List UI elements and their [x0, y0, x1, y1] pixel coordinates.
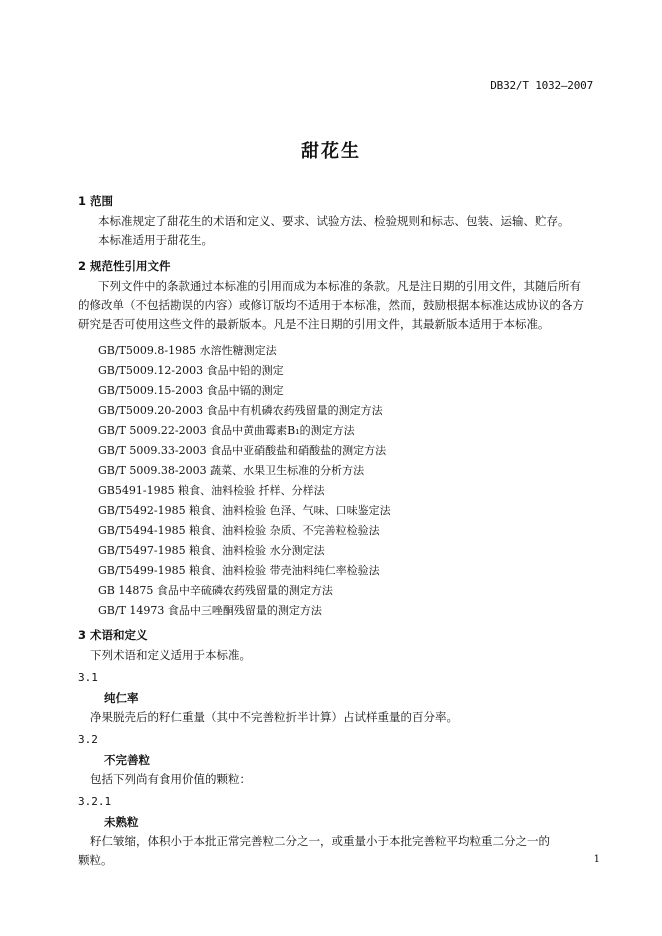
term-number: 3.2.1	[78, 795, 112, 808]
section-1-para-1: 本标准规定了甜花生的术语和定义、要求、试验方法、检验规则和标志、包装、运输、贮存。	[98, 214, 570, 228]
term-title: 未熟粒	[104, 815, 139, 829]
section-2-line-3: 研究是否可使用这些文件的最新版本。凡是不注日期的引用文件，其最新版本适用于本标准。	[78, 317, 550, 331]
reference-item: GB/T5497-1985 粮食、油料检验 水分测定法	[98, 544, 325, 557]
reference-item: GB/T5009.15-2003 食品中镉的测定	[98, 384, 284, 397]
term-title: 纯仁率	[104, 691, 139, 705]
reference-item: GB5491-1985 粮食、油料检验 扦样、分样法	[98, 484, 325, 497]
reference-item: GB/T 5009.38-2003 蔬菜、水果卫生标准的分析方法	[98, 464, 365, 477]
term-number: 3.2	[78, 733, 98, 746]
section-2-line-1: 下列文件中的条款通过本标准的引用而成为本标准的条款。凡是注日期的引用文件，其随后所有	[98, 279, 581, 293]
reference-item: GB/T 14973 食品中三唑酮残留量的测定方法	[98, 604, 322, 617]
section-2-heading: 2 规范性引用文件	[78, 259, 171, 273]
section-1-para-2: 本标准适用于甜花生。	[98, 233, 213, 247]
reference-item: GB/T5494-1985 粮食、油料检验 杂质、不完善粒检验法	[98, 524, 380, 537]
section-3-heading: 3 术语和定义	[78, 628, 148, 642]
section-3-intro: 下列术语和定义适用于本标准。	[90, 648, 251, 662]
reference-item: GB/T5499-1985 粮食、油料检验 带壳油料纯仁率检验法	[98, 564, 380, 577]
reference-item: GB/T 5009.22-2003 食品中黄曲霉素B₁的测定方法	[98, 424, 355, 437]
reference-item: GB/T5009.20-2003 食品中有机磷农药残留量的测定方法	[98, 404, 383, 417]
term-definition: 净果脱壳后的籽仁重量（其中不完善粒折半计算）占试样重量的百分率。	[90, 710, 458, 724]
reference-item: GB/T5009.12-2003 食品中铅的测定	[98, 364, 284, 377]
term-number: 3.1	[78, 671, 98, 684]
reference-item: GB 14875 食品中辛硫磷农药残留量的测定方法	[98, 584, 333, 597]
section-1-heading: 1 范围	[78, 194, 114, 208]
section-2-line-2: 的修改单（不包括勘误的内容）或修订版均不适用于本标准，然而，鼓励根据本标准达成协议的各方	[78, 298, 584, 312]
page-title: 甜花生	[301, 141, 361, 162]
reference-item: GB/T 5009.33-2003 食品中亚硝酸盐和硝酸盐的测定方法	[98, 444, 387, 457]
term-title: 不完善粒	[104, 753, 150, 767]
reference-item: GB/T5492-1985 粮食、油料检验 色泽、气味、口味鉴定法	[98, 504, 391, 517]
standard-code: DB32/T 1032—2007	[490, 79, 593, 92]
term-definition-cont: 颗粒。	[78, 853, 113, 867]
reference-item: GB/T5009.8-1985 水溶性糖测定法	[98, 344, 277, 357]
term-definition: 包括下列尚有食用价值的颗粒：	[90, 772, 251, 786]
page-number: 1	[593, 854, 600, 865]
term-definition: 籽仁皱缩，体积小于本批正常完善粒二分之一，或重量小于本批完善粒平均粒重二分之一的	[90, 834, 550, 848]
